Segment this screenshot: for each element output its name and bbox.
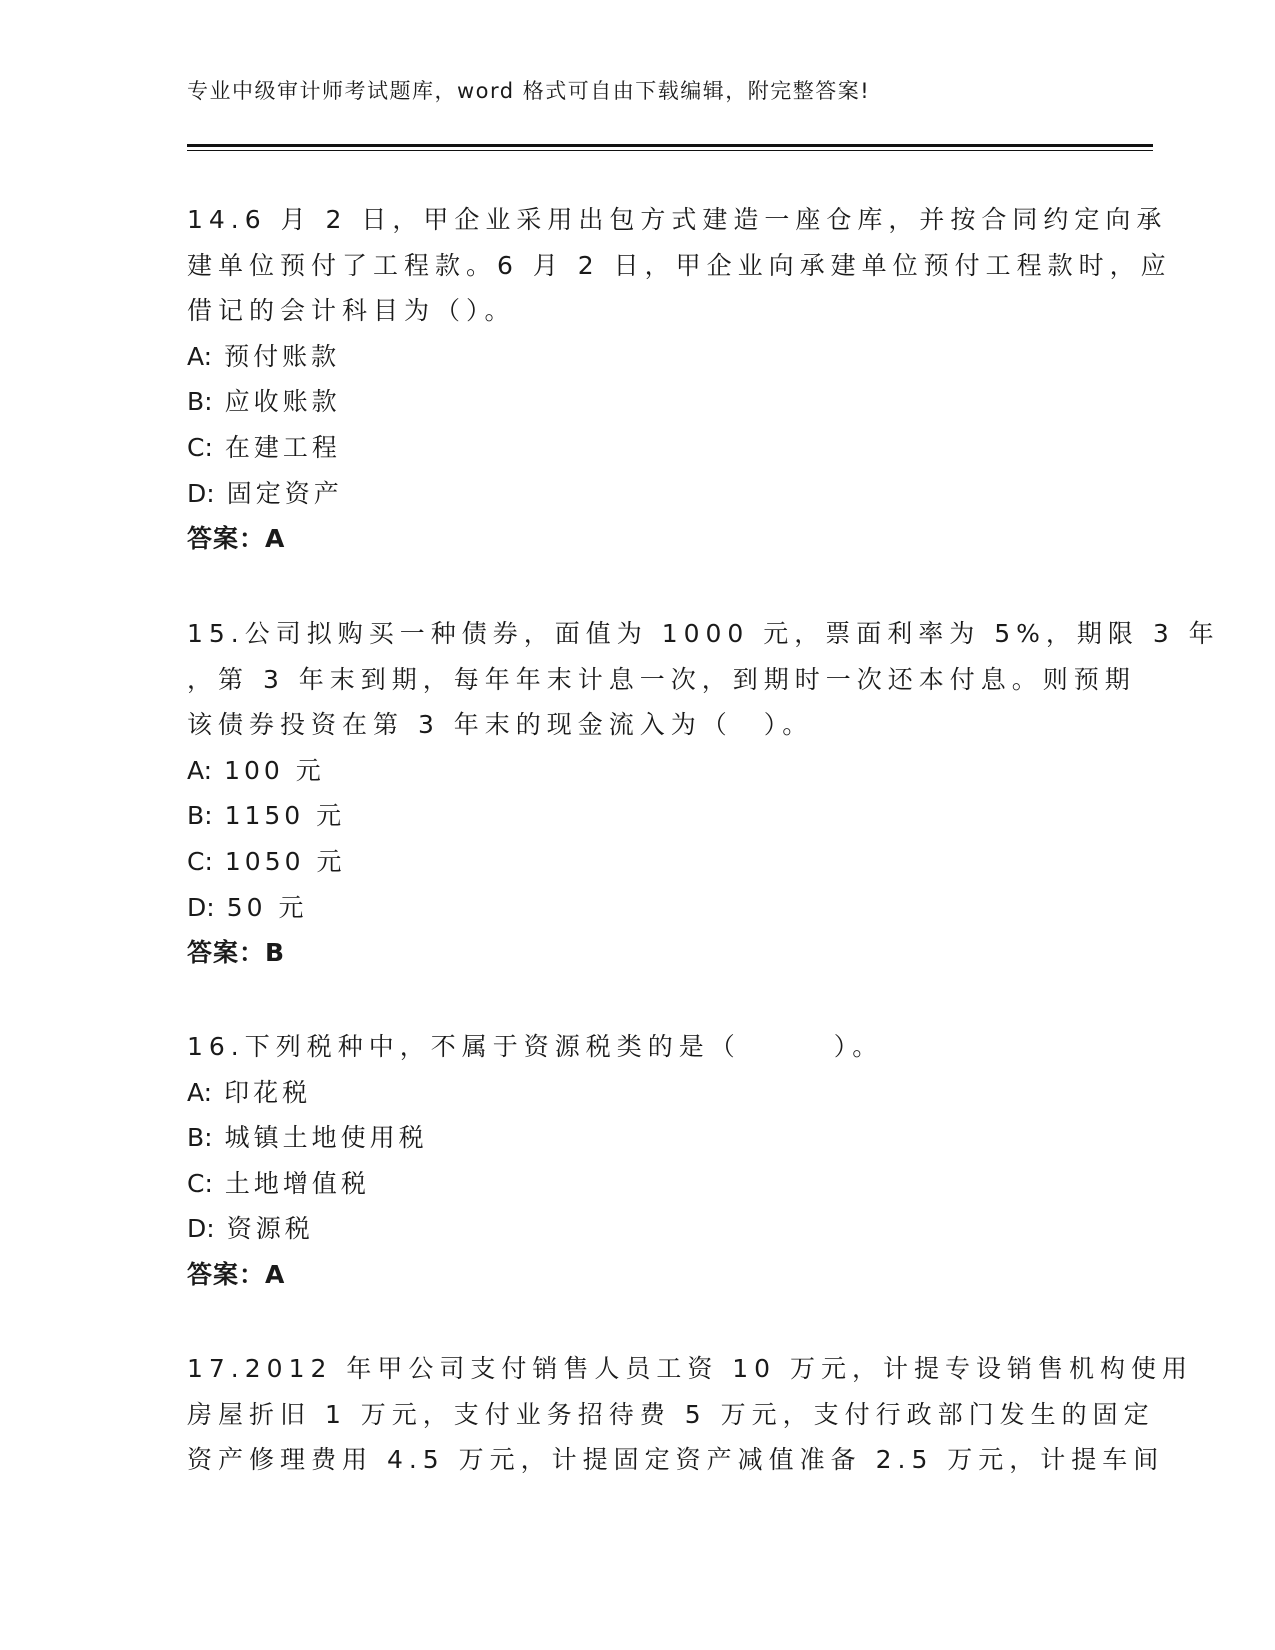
question-16 [187, 1024, 1087, 1298]
header-rule-thick [187, 144, 1153, 147]
option-a: A: 预付账款 [187, 341, 341, 371]
option-b: B: 1150 元 [187, 801, 346, 831]
option-b: B: 城镇土地使用税 [187, 1123, 428, 1153]
question-line: 15.公司拟购买一种债券，面值为 1000 元，票面利率为 5%，期限 3 年 [187, 619, 1220, 648]
option-c: C: 1050 元 [187, 846, 346, 876]
option-b: B: 应收账款 [187, 387, 341, 417]
question-14 [187, 197, 1172, 562]
question-line: 资产修理费用 4.5 万元，计提固定资产减值准备 2.5 万元，计提车间 [187, 1445, 1165, 1475]
option-c: C: 在建工程 [187, 432, 341, 462]
question-line: 借记的会计科目为（）。 [187, 296, 516, 326]
answer: 答案：B [187, 938, 286, 968]
question-line: 建单位预付了工程款。6 月 2 日，甲企业向承建单位预付工程款时，应 [187, 250, 1172, 280]
option-a: A: 印花税 [187, 1077, 312, 1107]
page-header: 专业中级审计师考试题库，word 格式可自由下载编辑，附完整答案! [187, 79, 871, 103]
answer: 答案：A [187, 524, 286, 554]
question-line: ，第 3 年末到期，每年年末计息一次，到期时一次还本付息。则预期 [187, 664, 1136, 694]
question-line: 17.2012 年甲公司支付销售人员工资 10 万元，计提专设销售机构使用 [187, 1354, 1194, 1383]
option-c: C: 土地增值税 [187, 1168, 370, 1198]
option-d: D: 资源税 [187, 1214, 314, 1244]
question-line: 16.下列税种中，不属于资源税类的是（ ）。 [187, 1032, 884, 1061]
header-rule-thin [187, 150, 1153, 151]
question-15 [187, 611, 1220, 976]
option-a: A: 100 元 [187, 755, 325, 785]
question-17 [187, 1346, 1194, 1483]
question-line: 14.6 月 2 日，甲企业采用出包方式建造一座仓库，并按合同约定向承 [187, 205, 1168, 234]
option-d: D: 50 元 [187, 892, 308, 922]
question-line: 房屋折旧 1 万元，支付业务招待费 5 万元，支付行政部门发生的固定 [187, 1399, 1155, 1429]
answer: 答案：A [187, 1259, 286, 1289]
question-line: 该债券投资在第 3 年末的现金流入为（ ）。 [187, 710, 814, 740]
option-d: D: 固定资产 [187, 478, 343, 508]
